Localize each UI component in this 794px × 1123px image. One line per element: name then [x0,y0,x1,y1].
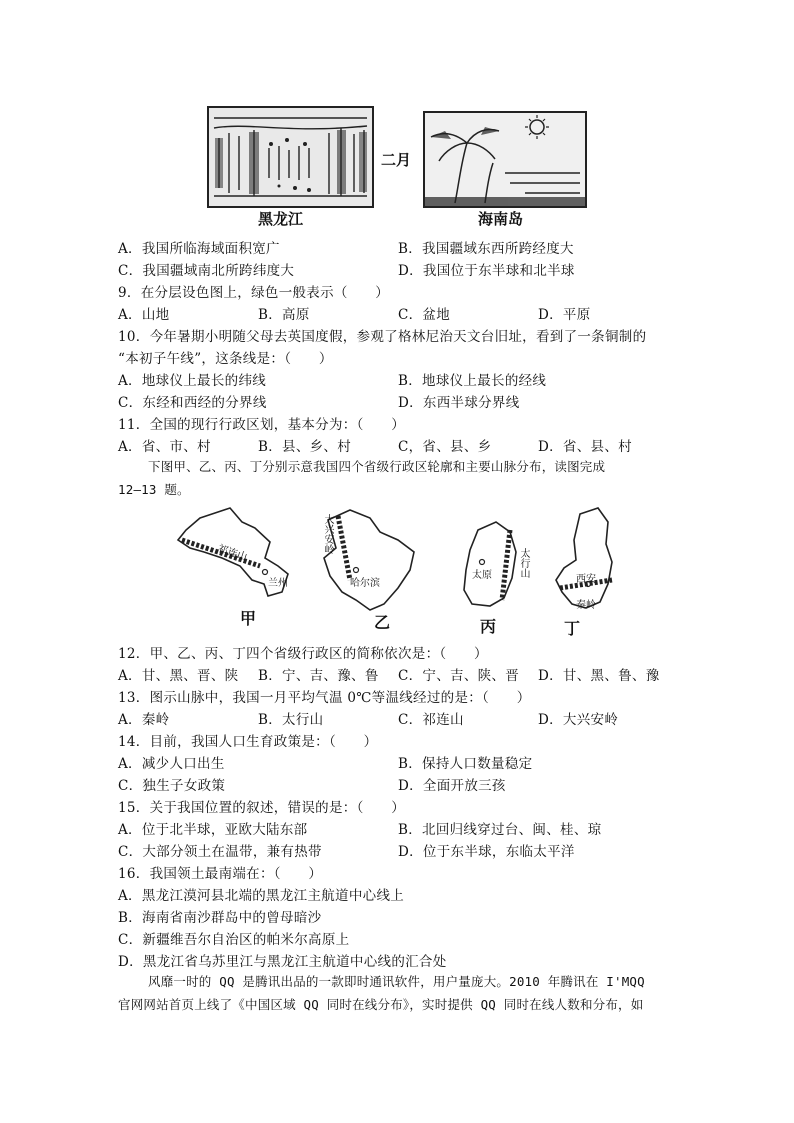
q9-option-a: A．山地 [118,307,170,323]
q12-option-d: D．甘、黑、鲁、豫 [538,668,660,684]
q11-option-a: A．省、市、村 [118,439,211,455]
palm-beach-illustration [425,113,585,206]
bing-mountain-label: 太行山 [518,548,529,578]
yi-outline [324,510,414,610]
q13-option-a: A．秦岭 [118,712,170,728]
q11-option-d: D．省、县、村 [538,439,632,455]
province-maps-figure [160,500,630,640]
q10-option-d: D．东西半球分界线 [398,395,520,411]
q13-stem: 13．图示山脉中，我国一月平均气温 0℃等温线经过的是：（ ） [118,690,531,706]
q9-option-d: D．平原 [538,307,591,323]
yi-mountain-label: 大兴安岭 [322,514,333,554]
q9-stem: 9．在分层设色图上，绿色一般表示（ ） [118,285,390,301]
hainan-caption: 海南岛 [478,210,524,228]
q11-option-b: B．县、乡、村 [258,439,352,455]
q16-option-c: C．新疆维吾尔自治区的帕米尔高原上 [118,932,350,948]
footer-passage-line2: 官网网站首页上线了《中国区域 QQ 同时在线分布》，实时提供 QQ 同时在线人数和分布，如 [118,997,644,1012]
q10-option-a: A．地球仪上最长的纬线 [118,373,267,389]
ding-mark: 丁 [564,619,581,638]
ding-mountain-label: 秦岭 [576,600,596,611]
q14-option-d: D．全面开放三孩 [398,778,506,794]
yi-mark: 乙 [374,613,391,632]
q15-option-d: D．位于东半球，东临太平洋 [398,844,575,860]
intro-12-13-line2: 12—13 题。 [118,482,190,497]
q14-option-c: C．独生子女政策 [118,778,226,794]
bing-mountain-range [502,530,510,600]
q15-option-c: C．大部分领土在温带，兼有热带 [118,844,322,860]
bing-mark: 丙 [480,617,497,636]
ding-outline [556,508,612,608]
heilongjiang-caption: 黑龙江 [258,210,304,228]
q10-stem-line1: 10．今年暑期小明随父母去英国度假，参观了格林尼治天文台旧址，看到了一条铜制的 [118,329,647,345]
q12-option-c: C．宁、吉、陕、晋 [398,668,520,684]
yi-city-label: 哈尔滨 [350,578,380,589]
middle-month-label: 二月 [381,151,412,169]
harbin-city-dot [354,568,359,573]
q12-option-b: B．宁、吉、豫、鲁 [258,668,379,684]
jia-city-label: 兰州 [268,578,288,589]
q16-option-d: D．黑龙江省乌苏里江与黑龙江主航道中心线的汇合处 [118,954,447,970]
q16-stem: 16．我国领土最南端在：（ ） [118,866,323,882]
q15-stem: 15．关于我国位置的叙述，错误的是：（ ） [118,800,406,816]
heilongjiang-winter-picture [207,106,374,208]
snow-forest-illustration [209,108,372,206]
q11-option-c: C，省、县、乡 [398,439,492,455]
bing-outline [464,522,516,606]
q8-option-b: B．我国疆域东西所跨经度大 [398,241,574,257]
footer-passage-line1: 风靡一时的 QQ 是腾讯出品的一款即时通讯软件，用户量庞大。2010 年腾讯在 I'MQQ [148,974,645,989]
q8-option-d: D．我国位于东半球和北半球 [398,263,575,279]
q9-option-b: B．高原 [258,307,310,323]
q15-option-b: B．北回归线穿过台、闽、桂、琼 [398,822,602,838]
q8-option-a: A．我国所临海域面积宽广 [118,241,280,257]
q16-option-a: A．黑龙江漠河县北端的黑龙江主航道中心线上 [118,888,405,904]
yi-mountain-range [338,516,350,580]
intro-12-13-line1: 下图甲、乙、丙、丁分别示意我国四个省级行政区轮廓和主要山脉分布，读图完成 [148,459,606,474]
q13-option-c: C．祁连山 [398,712,464,728]
q10-option-b: B．地球仪上最长的经线 [398,373,547,389]
q15-option-a: A．位于北半球，亚欧大陆东部 [118,822,308,838]
hainan-summer-picture [423,111,587,208]
q14-option-a: A．减少人口出生 [118,756,225,772]
q12-stem: 12．甲、乙、丙、丁四个省级行政区的简称依次是：（ ） [118,646,488,662]
jia-mark: 甲 [240,609,257,628]
q10-stem-line2: “本初子午线”，这条线是：（ ） [118,351,333,367]
q14-option-b: B．保持人口数量稳定 [398,756,533,772]
ding-city-label: 西安 [576,574,596,585]
q8-option-c: C．我国疆域南北所跨纬度大 [118,263,295,279]
q10-option-c: C．东经和西经的分界线 [118,395,267,411]
q11-stem: 11．全国的现行行政区划，基本分为：（ ） [118,417,406,433]
q16-option-b: B．海南省南沙群岛中的曾母暗沙 [118,910,322,926]
jia-mountain-label: 祁连山 [216,543,249,564]
q12-option-a: A．甘、黑、晋、陕 [118,668,239,684]
q14-stem: 14．目前，我国人口生育政策是：（ ） [118,734,378,750]
q13-option-d: D．大兴安岭 [538,712,619,728]
q13-option-b: B．太行山 [258,712,324,728]
q9-option-c: C．盆地 [398,307,451,323]
lanzhou-city-dot [263,570,268,575]
taiyuan-city-dot [480,560,485,565]
province-outlines [160,500,630,640]
bing-city-label: 太原 [472,570,492,581]
